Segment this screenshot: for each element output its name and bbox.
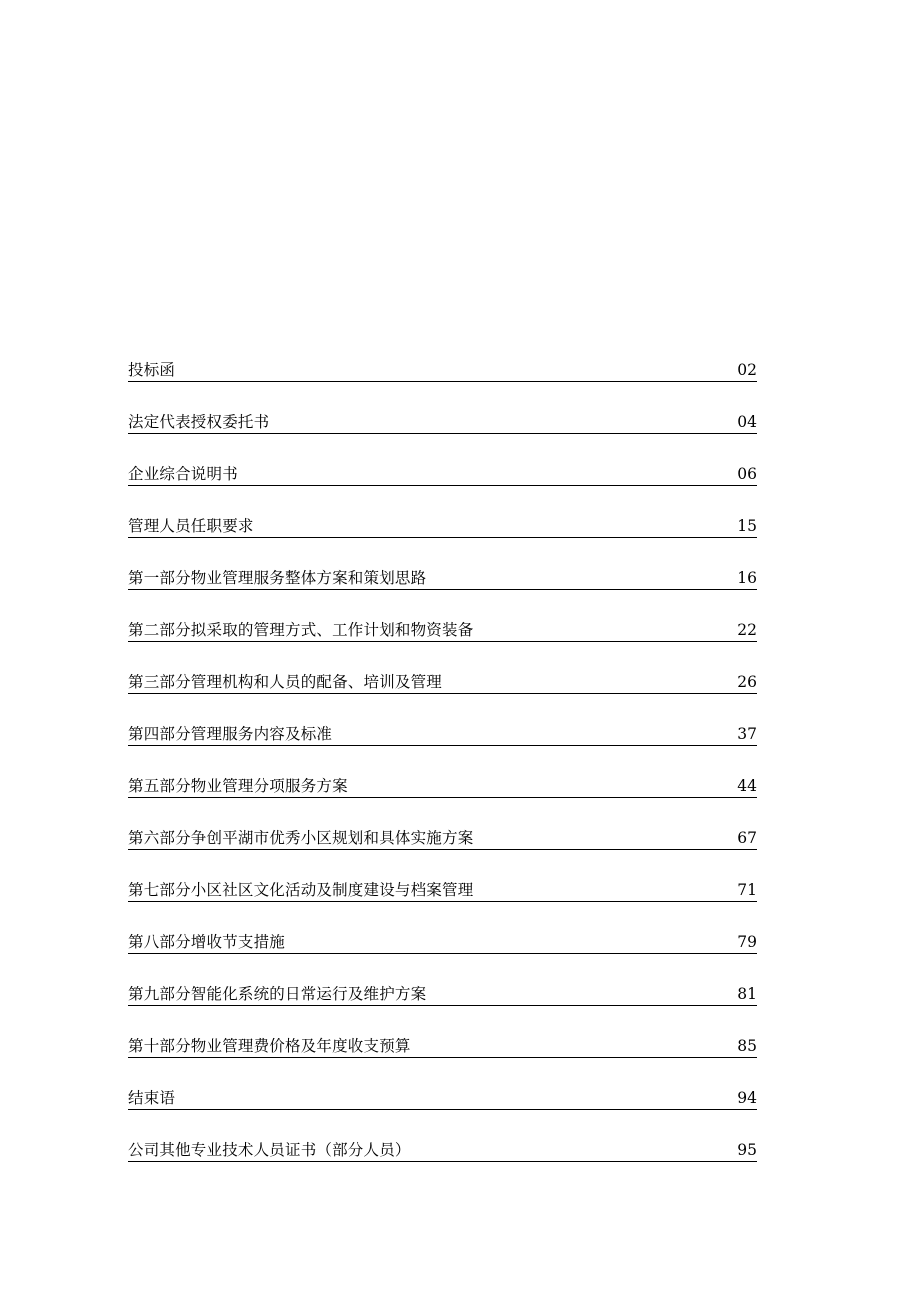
toc-entry[interactable] [128, 850, 757, 902]
toc-entry[interactable] [128, 590, 757, 642]
toc-entry-page: 79 [737, 933, 757, 951]
toc-entry-title: 第三部分管理机构和人员的配备、培训及管理 [128, 673, 443, 691]
toc-entry-row [128, 457, 757, 486]
toc-entry[interactable] [128, 642, 757, 694]
toc-entry-row [128, 977, 757, 1006]
toc-entry-row [128, 665, 757, 694]
toc-entry-row [128, 613, 757, 642]
toc-entry-page: 81 [737, 985, 757, 1003]
toc-entry-row [128, 1029, 757, 1058]
toc-entry-title: 企业综合说明书 [128, 465, 238, 483]
toc-entry-title: 管理人员任职要求 [128, 517, 254, 535]
toc-entry-title: 第二部分拟采取的管理方式、工作计划和物资装备 [128, 621, 474, 639]
toc-entry-title: 结束语 [128, 1089, 176, 1107]
toc-entry-page: 15 [737, 517, 757, 535]
toc-entry-title: 第十部分物业管理费价格及年度收支预算 [128, 1037, 411, 1055]
toc-entry-page: 16 [737, 569, 757, 587]
toc-entry-title: 第四部分管理服务内容及标准 [128, 725, 333, 743]
toc-entry[interactable] [128, 382, 757, 434]
toc-entry-page: 44 [737, 777, 757, 795]
toc-entry-row [128, 509, 757, 538]
toc-entry[interactable] [128, 954, 757, 1006]
toc-entry[interactable] [128, 694, 757, 746]
toc-entry-row [128, 1133, 757, 1162]
toc-entry-page: 04 [737, 413, 757, 431]
toc-entry-title: 法定代表授权委托书 [128, 413, 270, 431]
toc-entry[interactable] [128, 902, 757, 954]
toc-entry-title: 第九部分智能化系统的日常运行及维护方案 [128, 985, 427, 1003]
toc-entry[interactable] [128, 1006, 757, 1058]
toc-entry-page: 67 [737, 829, 757, 847]
toc-entry-row [128, 405, 757, 434]
toc-entry-row [128, 1081, 757, 1110]
toc-entry[interactable] [128, 798, 757, 850]
toc-entry-row [128, 717, 757, 746]
toc-entry-page: 06 [737, 465, 757, 483]
toc-entry-row [128, 353, 757, 382]
toc-entry-page: 26 [737, 673, 757, 691]
toc-entry[interactable] [128, 486, 757, 538]
toc-entry-title: 第八部分增收节支措施 [128, 933, 286, 951]
toc-entry-row [128, 925, 757, 954]
toc-entry-title: 第五部分物业管理分项服务方案 [128, 777, 348, 795]
table-of-contents [128, 330, 757, 1162]
toc-entry[interactable] [128, 1058, 757, 1110]
toc-entry[interactable] [128, 746, 757, 798]
toc-entry-title: 第一部分物业管理服务整体方案和策划思路 [128, 569, 427, 587]
toc-entry-page: 22 [737, 621, 757, 639]
toc-entry-title: 公司其他专业技术人员证书（部分人员） [128, 1141, 411, 1159]
toc-entry-page: 94 [737, 1089, 757, 1107]
toc-entry-title: 第七部分小区社区文化活动及制度建设与档案管理 [128, 881, 474, 899]
toc-entry-row [128, 821, 757, 850]
toc-entry-row [128, 561, 757, 590]
toc-entry-page: 37 [737, 725, 757, 743]
toc-entry[interactable] [128, 434, 757, 486]
toc-entry-page: 71 [737, 881, 757, 899]
toc-entry-row [128, 769, 757, 798]
toc-entry-page: 85 [737, 1037, 757, 1055]
toc-entry[interactable] [128, 330, 757, 382]
toc-entry[interactable] [128, 538, 757, 590]
toc-entry-page: 95 [737, 1141, 757, 1159]
toc-entry-row [128, 873, 757, 902]
toc-entry[interactable] [128, 1110, 757, 1162]
toc-entry-title: 第六部分争创平湖市优秀小区规划和具体实施方案 [128, 829, 474, 847]
toc-entry-page: 02 [737, 361, 757, 379]
toc-entry-title: 投标函 [128, 361, 176, 379]
